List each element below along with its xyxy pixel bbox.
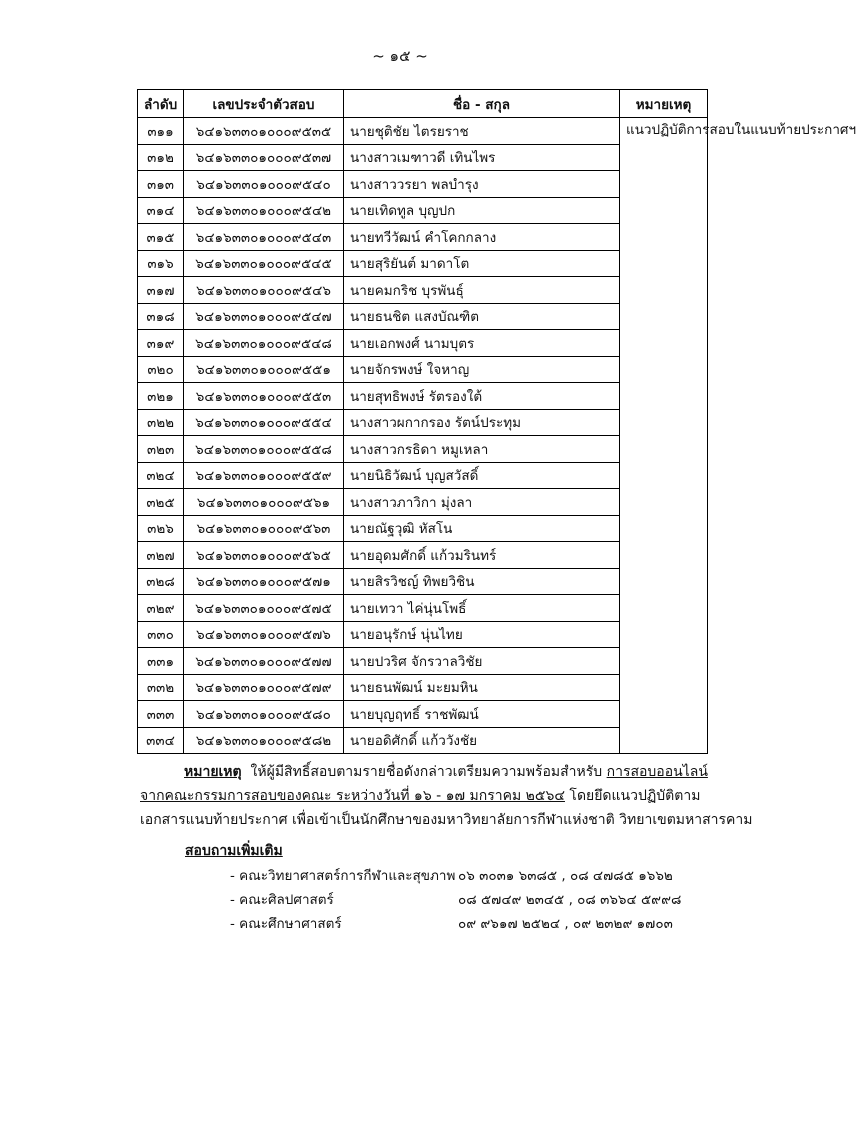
full-name: นางสาวกรธิดา หมูเหลา (344, 436, 620, 463)
row-number: ๓๓๓ (138, 701, 184, 728)
row-number: ๓๓๑ (138, 648, 184, 675)
full-name: นายสุทธิพงษ์ รัตรองใต้ (344, 383, 620, 410)
exam-id: ๖๔๑๖๓๓๐๑๐๐๐๙๕๕๘ (184, 436, 344, 463)
remark-text-1: ให้ผู้มีสิทธิ์สอบตามรายชื่อดังกล่าวเตรียมความพร้อมสำหรับ (250, 764, 603, 780)
full-name: นางสาวเมฑาวดี เทินไพร (344, 144, 620, 171)
row-number: ๓๒๘ (138, 568, 184, 595)
row-number: ๓๒๕ (138, 489, 184, 516)
row-number: ๓๓๒ (138, 674, 184, 701)
row-number: ๓๑๘ (138, 303, 184, 330)
full-name: นายจักรพงษ์ ใจหาญ (344, 356, 620, 383)
row-number: ๓๒๐ (138, 356, 184, 383)
header-no: ลำดับ (138, 90, 184, 118)
exam-id: ๖๔๑๖๓๓๐๑๐๐๐๙๕๖๑ (184, 489, 344, 516)
header-full-name: ชื่อ - สกุล (344, 90, 620, 118)
row-number: ๓๑๗ (138, 277, 184, 304)
row-number: ๓๑๑ (138, 118, 184, 145)
full-name: นายบุญฤทธิ์ ราชพัฒน์ (344, 701, 620, 728)
remark-paragraph (140, 760, 753, 832)
contact-title: สอบถามเพิ่มเติม (185, 843, 283, 859)
full-name: นายชุติชัย ไตรยราช (344, 118, 620, 145)
exam-id: ๖๔๑๖๓๓๐๑๐๐๐๙๕๓๗ (184, 144, 344, 171)
row-number: ๓๒๗ (138, 542, 184, 569)
exam-id: ๖๔๑๖๓๓๐๑๐๐๐๙๕๗๗ (184, 648, 344, 675)
row-number: ๓๒๙ (138, 595, 184, 622)
exam-id: ๖๔๑๖๓๓๐๑๐๐๐๙๕๔๒ (184, 197, 344, 224)
exam-id: ๖๔๑๖๓๓๐๑๐๐๐๙๕๔๐ (184, 171, 344, 198)
full-name: นายอุดมศักดิ์ แก้วมรินทร์ (344, 542, 620, 569)
phone-numbers: ๐๖ ๓๐๓๑ ๖๓๘๕ , ๐๘ ๔๗๘๕ ๑๖๖๒ (458, 868, 673, 884)
table-row (138, 118, 708, 145)
table-body (138, 118, 856, 754)
exam-id: ๖๔๑๖๓๓๐๑๐๐๐๙๕๓๕ (184, 118, 344, 145)
exam-id: ๖๔๑๖๓๓๐๑๐๐๐๙๕๔๓ (184, 224, 344, 251)
remark-line-2 (140, 784, 720, 808)
row-number: ๓๒๒ (138, 409, 184, 436)
applicant-table (137, 89, 856, 754)
full-name: นายปวริศ จักรวาลวิชัย (344, 648, 620, 675)
remark-exam-period: จากคณะกรรมการสอบของคณะ ระหว่างวันที่ ๑๖ - ๑๗ มกราคม ๒๕๖๔ (140, 788, 565, 804)
remark-online-exam: การสอบออนไลน์ (606, 764, 708, 780)
exam-id: ๖๔๑๖๓๓๐๑๐๐๐๙๕๕๑ (184, 356, 344, 383)
full-name: นางสาววรยา พลบำรุง (344, 171, 620, 198)
exam-id: ๖๔๑๖๓๓๐๑๐๐๐๙๕๔๕ (184, 250, 344, 277)
header-note: หมายเหตุ (620, 90, 708, 118)
row-number: ๓๒๖ (138, 515, 184, 542)
page-number: ~ ๑๕ ~ (372, 47, 428, 65)
remark-line-3: เอกสารแนบท้ายประกาศ เพื่อเข้าเป็นนักศึกษาของมหาวิทยาลัยการกีฬาแห่งชาติ วิทยาเขตมหาสารคาม (140, 812, 753, 828)
exam-id: ๖๔๑๖๓๓๐๑๐๐๐๙๕๕๔ (184, 409, 344, 436)
exam-id: ๖๔๑๖๓๓๐๑๐๐๐๙๕๔๖ (184, 277, 344, 304)
full-name: นายคมกริช บุรพันธุ์ (344, 277, 620, 304)
remark-label: หมายเหตุ (184, 764, 242, 780)
full-name: นายเทวา ไค่นุ่นโพธิ์ (344, 595, 620, 622)
row-number: ๓๑๒ (138, 144, 184, 171)
exam-id: ๖๔๑๖๓๓๐๑๐๐๐๙๕๗๕ (184, 595, 344, 622)
row-number: ๓๑๖ (138, 250, 184, 277)
full-name: นายธนชิต แสงบัณฑิต (344, 303, 620, 330)
remark-line-1 (140, 760, 720, 784)
note-cell: แนวปฏิบัติการสอบในแนบท้ายประกาศฯ (620, 118, 708, 754)
full-name: นางสาวภาวิกา มุ่งลา (344, 489, 620, 516)
exam-id: ๖๔๑๖๓๓๐๑๐๐๐๙๕๕๙ (184, 462, 344, 489)
remark-text-2: โดยยึดแนวปฏิบัติตาม (564, 788, 701, 804)
row-number: ๓๓๐ (138, 621, 184, 648)
full-name: นายเอกพงศ์ นามบุตร (344, 330, 620, 357)
exam-id: ๖๔๑๖๓๓๐๑๐๐๐๙๕๗๖ (184, 621, 344, 648)
row-number: ๓๒๔ (138, 462, 184, 489)
exam-id: ๖๔๑๖๓๓๐๑๐๐๐๙๕๗๙ (184, 674, 344, 701)
phone-numbers: ๐๙ ๙๖๑๗ ๒๕๒๔ , ๐๙ ๒๓๒๙ ๑๗๐๓ (458, 916, 673, 932)
row-number: ๓๑๕ (138, 224, 184, 251)
contact-item (230, 912, 710, 936)
row-number: ๓๒๑ (138, 383, 184, 410)
exam-id: ๖๔๑๖๓๓๐๑๐๐๐๙๕๖๓ (184, 515, 344, 542)
full-name: นายนิธิวัฒน์ บุญสวัสดิ์ (344, 462, 620, 489)
header-exam-id: เลขประจำตัวสอบ (184, 90, 344, 118)
full-name: นางสาวผกากรอง รัตน์ประทุม (344, 409, 620, 436)
faculty-name: - คณะวิทยาศาสตร์การกีฬาและสุขภาพ (230, 868, 456, 884)
faculty-name: - คณะศิลปศาสตร์ (230, 892, 334, 908)
exam-id: ๖๔๑๖๓๓๐๑๐๐๐๙๕๗๑ (184, 568, 344, 595)
full-name: นายณัฐวุฒิ หัสโน (344, 515, 620, 542)
exam-id: ๖๔๑๖๓๓๐๑๐๐๐๙๕๔๗ (184, 303, 344, 330)
exam-id: ๖๔๑๖๓๓๐๑๐๐๐๙๕๕๓ (184, 383, 344, 410)
full-name: นายอดิศักดิ์ แก้ววังชัย (344, 727, 620, 754)
exam-id: ๖๔๑๖๓๓๐๑๐๐๐๙๕๔๘ (184, 330, 344, 357)
row-number: ๓๑๔ (138, 197, 184, 224)
full-name: นายเทิดทูล บุญปก (344, 197, 620, 224)
contact-list (230, 864, 710, 936)
exam-id: ๖๔๑๖๓๓๐๑๐๐๐๙๕๘๐ (184, 701, 344, 728)
full-name: นายสิรวิชญ์ ทิพยวิชิน (344, 568, 620, 595)
exam-id: ๖๔๑๖๓๓๐๑๐๐๐๙๕๖๕ (184, 542, 344, 569)
full-name: นายสุริยันต์ มาดาโต (344, 250, 620, 277)
faculty-name: - คณะศึกษาศาสตร์ (230, 916, 342, 932)
table-header-row (138, 90, 708, 118)
full-name: นายอนุรักษ์ นุ่นไทย (344, 621, 620, 648)
row-number: ๓๑๙ (138, 330, 184, 357)
full-name: นายธนพัฒน์ มะยมหิน (344, 674, 620, 701)
exam-id: ๖๔๑๖๓๓๐๑๐๐๐๙๕๘๒ (184, 727, 344, 754)
full-name: นายทวีวัฒน์ คำโคกกลาง (344, 224, 620, 251)
row-number: ๓๒๓ (138, 436, 184, 463)
row-number: ๓๓๔ (138, 727, 184, 754)
row-number: ๓๑๓ (138, 171, 184, 198)
contact-item (230, 864, 710, 888)
phone-numbers: ๐๘ ๕๗๔๙ ๒๓๔๕ , ๐๘ ๓๖๖๔ ๕๙๙๘ (458, 892, 682, 908)
contact-item (230, 888, 710, 912)
